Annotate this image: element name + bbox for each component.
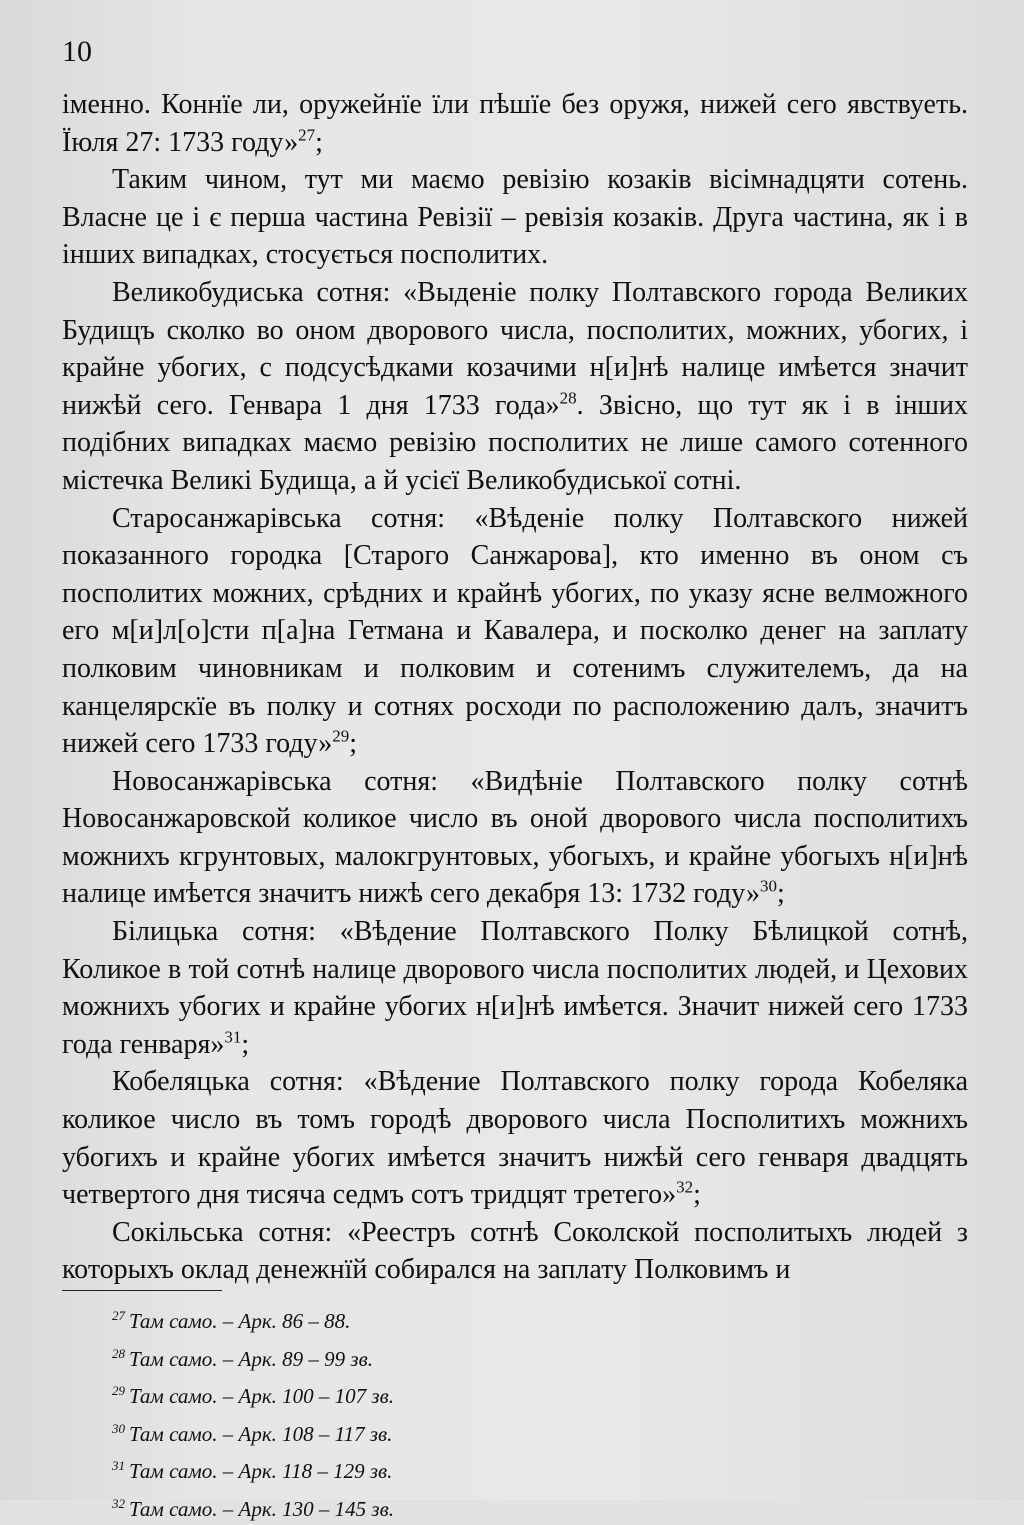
footnote — [112, 1300, 612, 1338]
footnote — [112, 1488, 612, 1525]
paragraph — [62, 274, 968, 500]
paragraph-text: Кобеляцька сотня: «Вѣдение Полтавского полку города Кобеляка коликое число въ томъ городѣ дворового числа Посполитихъ можнихъ убогихъ и крайне убогих имѣется значитъ нижѣй сего генваря двадцять четвертого дня тисяча седмъ сотъ тридцят третего» — [62, 1066, 968, 1210]
footnote-separator — [62, 1290, 222, 1291]
paragraph — [62, 1063, 968, 1213]
footnotes — [112, 1300, 612, 1525]
paragraph — [62, 763, 968, 913]
footnote-reference: 28 — [560, 388, 577, 407]
footnote — [112, 1450, 612, 1488]
paragraph-text: ; — [693, 1179, 701, 1210]
footnote-text: Там само. – Арк. 108 – 117 зв. — [129, 1422, 392, 1446]
footnote — [112, 1375, 612, 1413]
paragraph-text: . Звісно, що тут як і в інших подібних випадках маємо ревізію посполитих не лише самого сотенного містечка Великі Будища, а й усієї Великобудиської сотні. — [62, 390, 968, 496]
footnote-reference: 30 — [760, 877, 777, 896]
footnote-text: Там само. – Арк. 89 – 99 зв. — [129, 1347, 373, 1371]
footnote-number: 32 — [112, 1496, 125, 1511]
paragraph-text: Старосанжарівська сотня: «Вѣденіе полку Полтавского нижей показанного городка [Старого Санжарова], кто именно въ оном съ посполитих можних, срѣдних и крайнѣ убогих, по указу ясне велможного его м[и]л[о]сти п[а]на Гетмана и Кавалера, и посколко денег на заплату полковим чиновникам и полковим и сотенимъ служителемъ, да на канцелярскїе въ полку и сотнях росходи по расположению далъ, значитъ нижей сего 1733 году» — [62, 503, 968, 760]
paragraph — [62, 913, 968, 1063]
footnote-number: 28 — [112, 1346, 125, 1361]
footnote-number: 31 — [112, 1458, 125, 1473]
paragraph-text: Сокільська сотня: «Реестръ сотнѣ Соколской посполитыхъ людей з которыхъ оклад денежнїй собирался на заплату Полковимъ и — [62, 1217, 968, 1286]
paragraph-text: ; — [349, 728, 357, 759]
footnote-reference: 31 — [224, 1028, 241, 1047]
footnote-text: Там само. – Арк. 130 – 145 зв. — [129, 1497, 394, 1521]
paragraph — [62, 86, 968, 161]
paragraph-text: Таким чином, тут ми маємо ревізію козаків вісімнадцяти сотень. Власне це і є перша частина Ревізії – ревізія козаків. Друга частина, як і в інших випадках, стосується посполитих. — [62, 164, 968, 270]
footnote-text: Там само. – Арк. 100 – 107 зв. — [129, 1384, 394, 1408]
footnote-number: 29 — [112, 1383, 125, 1398]
paragraph — [62, 1214, 968, 1289]
paragraph — [62, 500, 968, 763]
paragraph-text: ; — [315, 127, 323, 158]
footnote — [112, 1338, 612, 1376]
footnote-number: 27 — [112, 1308, 125, 1323]
footnote-number: 30 — [112, 1421, 125, 1436]
main-text — [62, 86, 968, 1289]
paragraph-text: ; — [241, 1029, 249, 1060]
page-number: 10 — [62, 34, 92, 70]
footnote-reference: 32 — [676, 1178, 693, 1197]
footnote-text: Там само. – Арк. 86 – 88. — [129, 1309, 350, 1333]
paragraph-text: Білицька сотня: «Вѣдение Полтавского Полку Бѣлицкой сотнѣ, Коликое в той сотнѣ налице дворового числа посполитих людей, и Цехових можнихъ убогих и крайне убогих н[и]нѣ имѣется. Значит нижей сего 1733 года генваря» — [62, 916, 968, 1060]
paragraph-text: ; — [777, 878, 785, 909]
footnote-reference: 29 — [332, 727, 349, 746]
paragraph-text: іменно. Коннїе ли, оружейнїе їли пѣшїе без оружя, нижей сего явствуеть. Їюля 27: 1733 году» — [62, 89, 968, 158]
paragraph-text: Новосанжарівська сотня: «Видѣніе Полтавского полку сотнѣ Новосанжаровской коликое число въ оной дворового числа посполитихъ можнихъ кгрунтовых, малокгрунтовых, убогыхъ, и крайне убогыхъ н[и]нѣ налице имѣется значитъ нижѣ сего декабря 13: 1732 году» — [62, 766, 968, 910]
footnote-text: Там само. – Арк. 118 – 129 зв. — [129, 1459, 392, 1483]
paragraph — [62, 161, 968, 274]
footnote — [112, 1413, 612, 1451]
paragraph-text: Великобудиська сотня: «Выденіе полку Полтавского города Великих Будищъ сколко во оном дворового числа, посполитих, можних, убогих, і крайне убогих, с подсусѣдками козачими н[и]нѣ налице имѣется значит нижѣй сего. Генвара 1 дня 1733 года» — [62, 277, 968, 421]
footnote-reference: 27 — [298, 125, 315, 144]
